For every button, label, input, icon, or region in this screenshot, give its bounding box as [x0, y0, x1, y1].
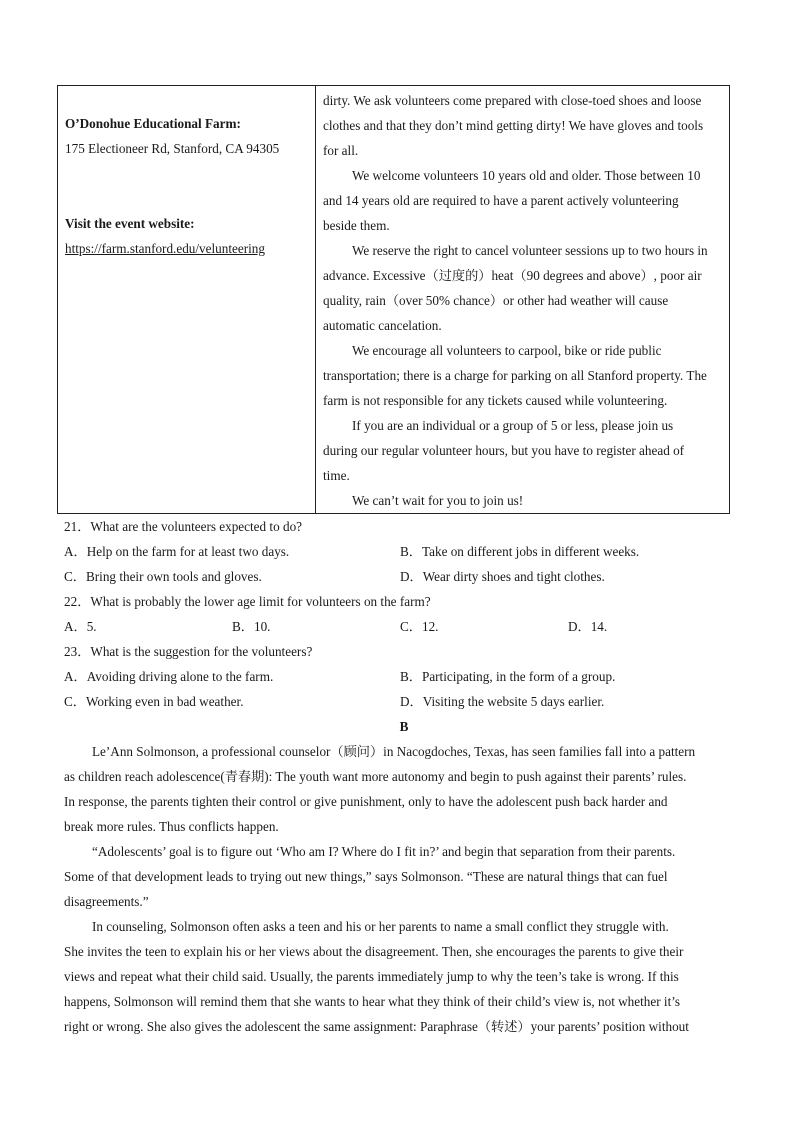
option-22-a: A．5. — [64, 619, 97, 634]
event-details-line: We reserve the right to cancel volunteer sessions up to two hours in — [352, 243, 708, 258]
event-details-line: time. — [323, 468, 350, 483]
event-details-line: farm is not responsible for any tickets caused while volunteering. — [323, 393, 668, 408]
event-details-line: transportation; there is a charge for parking on all Stanford property. The — [323, 368, 707, 383]
question-22-stem: 22．What is probably the lower age limit for volunteers on the farm? — [64, 594, 431, 609]
passage-line: right or wrong. She also gives the adolescent the same assignment: Paraphrase（转述）your parents’ position without — [64, 1019, 689, 1034]
event-details-line: for all. — [323, 143, 359, 158]
event-details-line: beside them. — [323, 218, 390, 233]
question-23-options-row-2 — [64, 689, 744, 714]
farm-name: O’Donohue Educational Farm: — [65, 116, 241, 131]
option-21-d: D．Wear dirty shoes and tight clothes. — [400, 569, 605, 584]
passage-line: “Adolescents’ goal is to figure out ‘Who am I? Where do I fit in?’ and begin that separation from their parents. — [92, 844, 676, 859]
option-21-a: A．Help on the farm for at least two days. — [64, 544, 290, 559]
question-23-stem: 23．What is the suggestion for the volunteers? — [64, 644, 313, 659]
option-21-c: C．Bring their own tools and gloves. — [64, 569, 262, 584]
passage-line: views and repeat what their child said. Usually, the parents immediately jump to why the teen’s take is wrong. If this — [64, 969, 679, 984]
option-22-d: D．14. — [568, 619, 608, 634]
question-21-options-row-1 — [64, 539, 744, 564]
farm-address: 175 Electioneer Rd, Stanford, CA 94305 — [65, 141, 280, 156]
event-details-line: quality, rain（over 50% chance）or other had weather will cause — [323, 293, 669, 308]
website-label: Visit the event website: — [65, 216, 195, 231]
section-b-heading: B — [399, 719, 409, 734]
passage-line: happens, Solmonson will remind them that she wants to hear what they think of their child’s view is, not whether it’s — [64, 994, 681, 1009]
event-details-line: If you are an individual or a group of 5 or less, please join us — [352, 418, 674, 433]
option-23-a: A．Avoiding driving alone to the farm. — [64, 669, 274, 684]
question-21-stem: 21．What are the volunteers expected to do? — [64, 519, 303, 534]
event-details-line: and 14 years old are required to have a parent actively volunteering — [323, 193, 679, 208]
option-21-b: B．Take on different jobs in different weeks. — [400, 544, 640, 559]
event-details-line: We can’t wait for you to join us! — [352, 493, 524, 508]
passage-line: disagreements.” — [64, 894, 149, 909]
option-22-b: B．10. — [232, 619, 271, 634]
passage-line: In response, the parents tighten their control or give punishment, only to have the adolescent push back harder and — [64, 794, 668, 809]
event-details-text — [323, 88, 723, 513]
event-details-line: clothes and that they don’t mind getting dirty! We have gloves and tools — [323, 118, 704, 133]
option-23-d: D．Visiting the website 5 days earlier. — [400, 694, 605, 709]
passage-line: She invites the teen to explain his or her views about the disagreement. Then, she encourages the parents to give their — [64, 944, 684, 959]
passage-line: as children reach adolescence(青春期): The youth want more autonomy and begin to push against their parents’ rules. — [64, 769, 687, 784]
option-22-c: C．12. — [400, 619, 439, 634]
event-details-line: We encourage all volunteers to carpool, bike or ride public — [352, 343, 662, 358]
passage-line: In counseling, Solmonson often asks a teen and his or her parents to name a small conflict they struggle with. — [92, 919, 669, 934]
option-23-c: C．Working even in bad weather. — [64, 694, 244, 709]
passage-line: Le’Ann Solmonson, a professional counselor（顾问）in Nacogdoches, Texas, has seen families fall into a pattern — [92, 744, 696, 759]
event-details-line: automatic cancelation. — [323, 318, 442, 333]
event-details-cell — [316, 86, 730, 514]
option-23-b: B．Participating, in the form of a group. — [400, 669, 616, 684]
event-details-line: advance. Excessive（过度的）heat（90 degrees and above）, poor air — [323, 268, 702, 283]
event-info-table — [57, 85, 730, 514]
event-details-line: We welcome volunteers 10 years old and older. Those between 10 — [352, 168, 701, 183]
passage-line: Some of that development leads to trying out new things,” says Solmonson. “These are natural things that can fuel — [64, 869, 668, 884]
event-details-line: dirty. We ask volunteers come prepared with close-toed shoes and loose — [323, 93, 702, 108]
passage-line: break more rules. Thus conflicts happen. — [64, 819, 279, 834]
question-22-options-row — [64, 614, 744, 639]
website-link[interactable]: https://farm.stanford.edu/velunteering — [65, 241, 265, 256]
event-location-cell — [58, 86, 316, 514]
questions-block — [64, 514, 744, 739]
passage-b — [64, 739, 744, 1039]
event-details-line: during our regular volunteer hours, but you have to register ahead of — [323, 443, 685, 458]
question-23-options-row-1 — [64, 664, 744, 689]
question-21-options-row-2 — [64, 564, 744, 589]
